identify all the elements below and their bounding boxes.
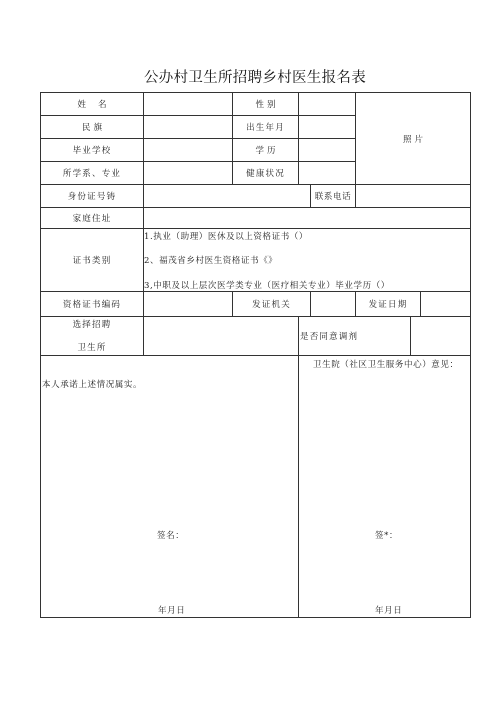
adjustment-consent-field [411, 317, 471, 356]
applicant-date-label: 年月日 [158, 606, 186, 616]
education-field [299, 139, 356, 162]
certificate-options [144, 229, 471, 292]
certificate-option-3: 3,中职及以上层次医学类专业（医疗相关专业）毕业学历（） [144, 281, 390, 291]
certificate-option-1: 1.执业（助理）医休及以上资格证书（） [144, 232, 309, 242]
issue-date-label: 发证日期 [356, 292, 421, 317]
applicant-signature-label: 签名： [157, 531, 185, 541]
birth-date-field [299, 116, 356, 139]
issuing-authority-label: 发证机关 [233, 292, 311, 317]
opinion-label: 卫生院（社区卫生服务中心）意见： [313, 360, 459, 370]
birth-date-label: 出生年月 [233, 116, 299, 139]
school-label: 毕业学校 [41, 139, 144, 162]
reviewer-signature-label: 签*： [375, 531, 399, 541]
id-number-label: 身份证号铸 [41, 185, 144, 208]
photo-label: 照片 [402, 134, 426, 145]
health-field [299, 162, 356, 185]
declaration-text: 本人承诺上述情况属实。 [42, 380, 143, 390]
name-field [144, 93, 233, 116]
certificate-type-label: 证书类别 [41, 229, 144, 292]
gender-label: 性别 [233, 93, 299, 116]
clinic-choice-label [41, 317, 144, 356]
education-label: 学历 [233, 139, 299, 162]
gender-field [299, 93, 356, 116]
certificate-option-2: 2、福茂省乡村医生资格证书《》 [144, 256, 278, 266]
reviewer-date-label: 年月日 [375, 606, 403, 616]
clinic-choice-field [144, 317, 299, 356]
reviewer-section [299, 356, 471, 618]
phone-label: 联系电话 [311, 185, 356, 208]
certificate-code-field [144, 292, 233, 317]
school-field [144, 139, 233, 162]
registration-form [40, 92, 471, 618]
name-label: 姓名 [41, 93, 144, 116]
major-field [144, 162, 233, 185]
address-label: 家庭住址 [41, 208, 144, 229]
clinic-choice-label-line-2: 卫生所 [77, 343, 107, 353]
issuing-authority-field [311, 292, 356, 317]
address-field [144, 208, 471, 229]
id-number-field [144, 185, 311, 208]
major-label: 所学系、专业 [41, 162, 144, 185]
applicant-section [41, 356, 299, 618]
ethnicity-label: 民旗 [41, 116, 144, 139]
health-label: 健康状况 [233, 162, 299, 185]
ethnicity-field [144, 116, 233, 139]
adjustment-consent-label: 是否同意调剂 [299, 317, 411, 356]
certificate-code-label: 资格证书编码 [41, 292, 144, 317]
page-title: 公办村卫生所招聘乡村医生报名表 [144, 70, 366, 86]
issue-date-field [421, 292, 471, 317]
photo-box [356, 93, 471, 185]
clinic-choice-label-line-1: 选择招聘 [72, 320, 112, 330]
phone-field [356, 185, 471, 208]
